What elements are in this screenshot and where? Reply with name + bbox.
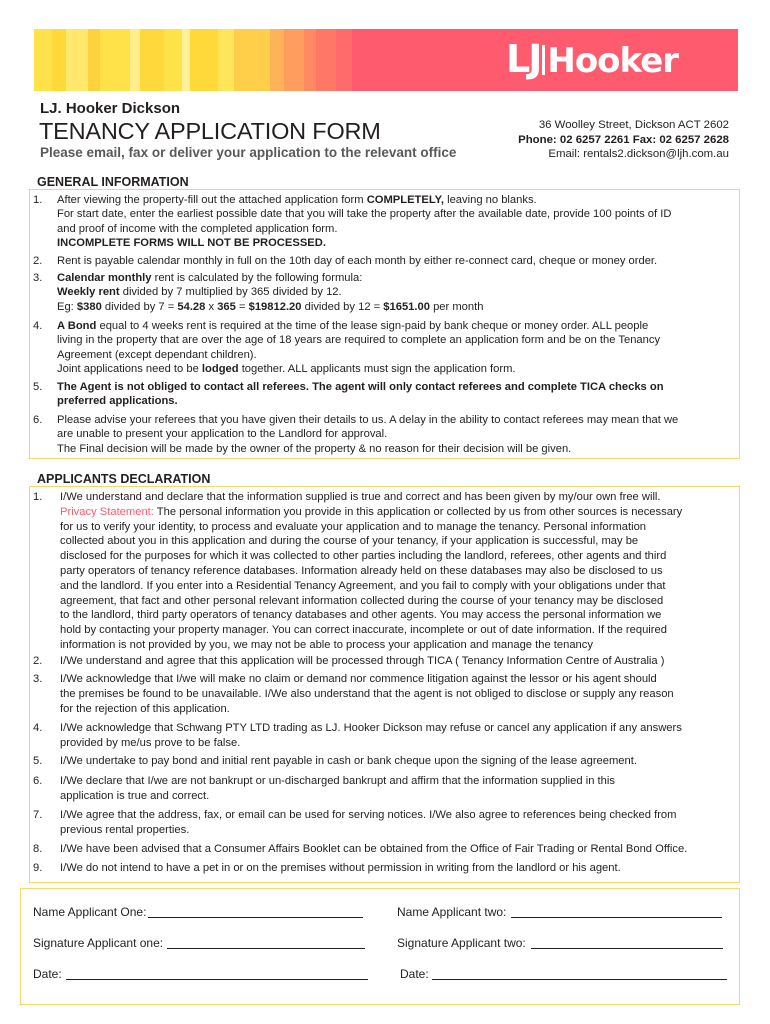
text-segment: provided by me/us prove to be false. [60,736,241,749]
text-segment: are unable to present your application to the Landlord for approval. [57,428,388,441]
text-segment: = [235,300,249,313]
page-title: TENANCY APPLICATION FORM [39,118,381,144]
list-item-text-line [57,394,178,408]
text-segment: divided by 7 multiplied by 365 divided by 12. [119,286,342,299]
list-item-number: 6. [33,414,43,426]
text-segment: A Bond [57,320,97,332]
text-segment: I/We understand and agree that this application will be processed through TICA ( Tenancy Information Centre of Australia ) [60,655,665,667]
banner-stripe [218,29,234,91]
list-item-text-line [60,608,661,622]
list-item-text-line [60,861,621,875]
list-item-text-line [57,333,660,347]
text-segment: and proof of income with the completed application form. [57,222,338,235]
text-segment: divided by 7 = [101,300,178,313]
text-segment: information is not provided by you, we may not be able to process your application and manage the tenancy [60,639,593,651]
text-segment: for the rejection of this application. [60,702,230,715]
text-segment: x [205,300,218,313]
logo-hooker-text: Hooker [547,41,679,81]
text-segment: leaving no blanks. [443,194,537,206]
date-applicant-two-field[interactable] [432,979,727,980]
list-item-text-line [60,534,638,548]
text-segment: equal to 4 weeks rent is required at the time of the lease sign-paid by bank cheque or money order. ALL people [96,320,649,332]
list-item-text-line [60,549,666,563]
banner-stripe [34,29,52,91]
list-item-number: 3. [33,272,43,284]
list-item-text-line [60,490,661,504]
list-item-text-line [57,193,537,207]
list-item-number: 9. [33,862,43,874]
list-item-text-line [60,579,666,593]
banner-stripe [284,29,304,91]
list-item-number: 6. [33,775,43,787]
text-segment: and the landlord. If you enter into a Residential Tenancy Agreement, and you fail to comply with your obligations under that [60,579,666,592]
date-applicant-two-label: Date: [400,967,429,981]
banner-stripe [336,29,352,91]
list-item-text-line [57,380,664,394]
text-segment: The personal information you provide in this application or collected by us from other sources is necessary [153,505,683,518]
text-segment: Eg: [57,300,77,313]
list-item-text-line [60,687,674,701]
office-phone-fax: Phone: 02 6257 2261 Fax: 02 6257 2628 [518,133,729,146]
contact-block [518,118,729,162]
text-segment: disclosed for the purposes for which it was collected to other parties including the landlord, referees, other agents and third [60,550,667,563]
text-segment: I/We acknowledge that Schwang PTY LTD trading as LJ. Hooker Dickson may refuse or cancel any application if any answers [60,722,682,734]
text-segment: The Final decision will be made by the owner of the property & no reason for their decision will be given. [57,442,572,455]
general-information-heading: GENERAL INFORMATION [37,175,189,189]
list-item-text-line [60,823,189,837]
list-item-text-line [60,774,615,788]
list-item-number: 5. [33,381,43,393]
list-item-text-line [60,654,664,668]
text-segment: lodged [201,362,239,375]
signature-applicant-one-label: Signature Applicant one: [33,936,164,950]
text-segment: application is true and correct. [60,789,210,802]
banner-stripe [100,29,130,91]
text-segment: $1651.00 [383,300,430,313]
list-item-number: 3. [33,673,43,685]
agency-name: LJ. Hooker Dickson [40,100,181,117]
list-item-text-line [60,564,663,578]
list-item-text-line [60,505,682,519]
text-segment: per month [429,300,484,313]
text-segment: Rent is payable calendar monthly in full on the 10th day of each month by either re-connect card, cheque or money order. [57,255,658,267]
list-item-text-line [60,842,687,856]
text-segment: Calendar monthly [57,272,152,284]
text-segment: collected about you in this application and during the course of your tenancy, if your application is successful, may be [60,535,639,548]
list-item-text-line [60,754,637,768]
list-item-number: 7. [33,809,43,821]
list-item-text-line [60,594,663,608]
list-item-text-line [60,672,657,686]
banner-stripe [140,29,164,91]
text-segment: agreement, that fact and other personal relevant information collected during the course of your tenancy may be disclosed [60,594,664,607]
text-segment: I/We agree that the address, fax, or email can be used for serving notices. I/We also agree to references being checked from [60,809,677,821]
list-item-text-line [60,721,682,735]
text-segment: For start date, enter the earliest possible date that you will take the property after the available date, provide 100 points of ID [57,208,672,221]
list-item-text-line [57,207,671,221]
list-item-number: 4. [33,722,43,734]
text-segment: preferred applications. [57,395,178,408]
list-item-text-line [57,254,657,268]
date-applicant-one-field[interactable] [66,979,368,980]
text-segment: I/We undertake to pay bond and initial rent payable in cash or bank cheque upon the signing of the lease agreement. [60,755,637,767]
text-segment: $380 [76,300,102,313]
text-segment: hold by contacting your property manager. You can correct inaccurate, incomplete or out of date information. If the required [60,624,667,637]
list-item-text-line [60,702,230,716]
text-segment: previous rental properties. [60,823,190,836]
text-segment: I/We do not intend to have a pet in or on the premises without permission in writing from the landlord or his agent. [60,862,621,874]
list-item-text-line [57,222,337,236]
text-segment: COMPLETELY, [366,194,444,206]
list-item-number: 2. [33,255,43,267]
name-applicant-two-field[interactable] [511,917,722,918]
text-segment: rent is calculated by the following formula: [151,272,363,284]
text-segment: I/We declare that I/we are not bankrupt or un-discharged bankrupt and affirm that the information supplied in this [60,775,615,787]
text-segment: 365 [217,300,236,313]
banner-stripe [66,29,88,91]
banner-stripe [182,29,190,91]
privacy-statement-label: Privacy Statement: [60,505,154,518]
list-item-number: 2. [33,655,43,667]
text-segment: The Agent is not obliged to contact all referees. The agent will only contact referees and complete TICA checks on [57,381,664,393]
list-item-text-line [60,789,209,803]
list-item-number: 1. [33,194,43,206]
list-item-text-line [57,362,516,376]
list-item-number: 5. [33,755,43,767]
list-item-number: 1. [33,491,43,503]
text-segment: Agreement (except dependant children). [57,348,257,361]
list-item-text-line [57,413,678,427]
signature-applicant-one-field[interactable] [167,948,365,949]
list-item-text-line [57,348,257,362]
date-applicant-one-label: Date: [33,967,62,981]
logo-lj-text: LJ [506,37,541,81]
text-segment: Please advise your referees that you have given their details to us. A delay in the ability to contact referees may mean that we [57,414,679,426]
banner-stripe [304,29,316,91]
text-segment: for us to verify your identity, to process and evaluate your application and to manage the tenancy. Personal information [60,520,647,533]
text-segment: Joint applications need to be [57,362,202,375]
office-email[interactable]: Email: rentals2.dickson@ljh.com.au [548,148,729,160]
list-item-text-line [57,319,648,333]
text-segment: Weekly rent [57,286,120,299]
text-segment: to the landlord, third party operators of tenancy databases and other agents. You may access the personal information we [60,609,662,622]
text-segment: I/We acknowledge that I/we will make no claim or demand nor commence litigation against the lessor or his agent should [60,673,657,685]
list-item-text-line [57,442,571,456]
list-item-text-line [60,520,646,534]
name-applicant-two-label: Name Applicant two: [397,905,507,919]
lj-hooker-logo [480,29,738,91]
list-item-number: 4. [33,320,43,332]
name-applicant-one-label: Name Applicant One: [33,905,147,919]
banner-stripe [164,29,182,91]
text-segment: divided by 12 = [301,300,384,313]
list-item-text-line [57,271,362,285]
banner-stripe [52,29,66,91]
banner-stripe [190,29,218,91]
banner-stripe [234,29,270,91]
text-segment: living in the property that are over the age of 18 years are required to complete an application form and be on the Tenancy [57,334,661,347]
banner-stripe [88,29,100,91]
applicants-declaration-heading: APPLICANTS DECLARATION [37,472,211,486]
submission-instruction: Please email, fax or deliver your application to the relevant office [40,145,457,160]
banner-stripe [316,29,336,91]
signature-applicant-two-label: Signature Applicant two: [397,936,526,950]
list-item-text-line [60,736,240,750]
list-item-text-line [57,427,387,441]
office-address: 36 Woolley Street, Dickson ACT 2602 [538,119,729,131]
list-item-text-line [57,285,342,299]
list-item-text-line [60,638,593,652]
text-segment: INCOMPLETE FORMS WILL NOT BE PROCESSED. [57,236,326,249]
list-item-text-line [60,808,676,822]
text-segment: together. ALL applicants must sign the application form. [238,362,516,375]
text-segment: I/We have been advised that a Consumer Affairs Booklet can be obtained from the Office of Fair Trading or Rental Bond Office. [60,843,688,855]
banner-stripe [130,29,140,91]
text-segment: 54.28 [177,300,206,313]
list-item-text-line [57,300,483,314]
list-item-text-line [60,623,667,637]
text-segment: the premises be found to be unavailable. I/We also understand that the agent is not obliged to disclose or supply any reason [60,687,674,700]
text-segment: $19812.20 [248,300,302,313]
name-applicant-one-field[interactable] [148,917,363,918]
signature-applicant-two-field[interactable] [531,948,723,949]
text-segment: party operators of tenancy reference databases. Information already held on these databases may also be disclosed to us [60,565,663,577]
banner-stripe [270,29,284,91]
list-item-number: 8. [33,843,43,855]
text-segment: After viewing the property-fill out the attached application form [57,194,367,206]
list-item-text-line [57,236,326,250]
text-segment: I/We understand and declare that the information supplied is true and correct and has been given by my/our own free will. [60,491,661,503]
